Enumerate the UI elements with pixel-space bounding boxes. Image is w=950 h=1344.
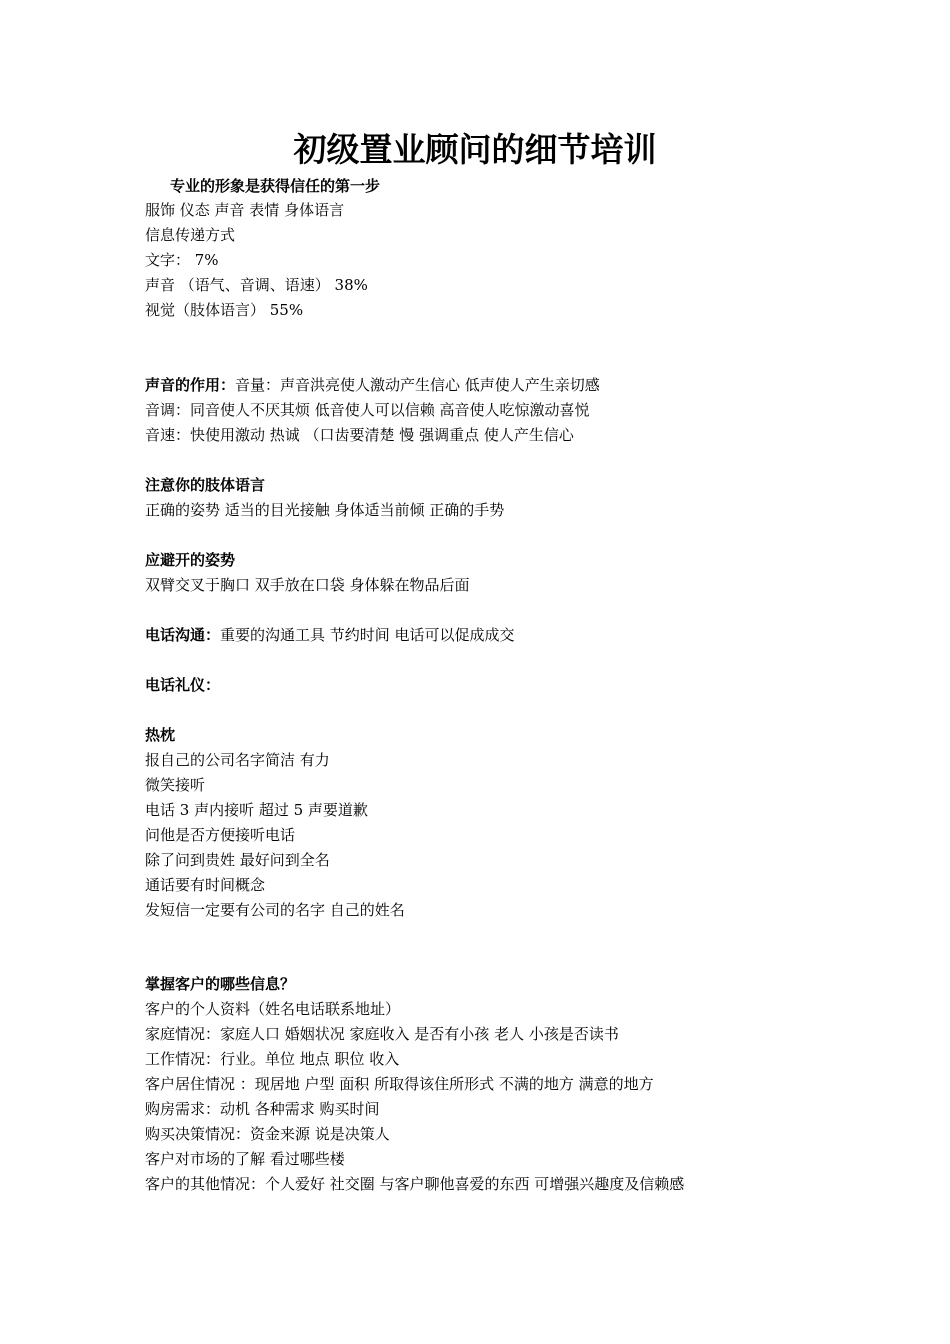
customer-info-item: 家庭情况：家庭人口 婚姻状况 家庭收入 是否有小孩 老人 小孩是否读书 [145,1025,619,1043]
customer-info-item: 客户的个人资料（姓名电话联系地址） [145,1000,401,1018]
phone-comm-line [145,625,515,645]
subtitle: 专业的形象是获得信任的第一步 [170,177,381,195]
customer-info-item: 客户对市场的了解 看过哪些楼 [145,1150,345,1168]
hotline-item: 报自己的公司名字简洁 有力 [145,751,330,769]
intro-line: 信息传递方式 [145,226,236,244]
customer-info-heading: 掌握客户的哪些信息？ [145,975,296,993]
hotline-item: 微笑接听 [145,776,206,794]
phone-comm-text: 重要的沟通工具 节约时间 电话可以促成成交 [220,626,515,644]
customer-info-item: 购买决策情况：资金来源 说是决策人 [145,1125,390,1143]
avoid-text: 双臂交叉于胸口 双手放在口袋 身体躲在物品后面 [145,576,470,594]
customer-info-item: 工作情况：行业。单位 地点 职位 收入 [145,1050,400,1068]
phone-comm-heading: 电话沟通： [145,626,221,644]
phone-etiquette-heading: 电话礼仪： [145,676,221,694]
voice-tone: 音调：同音使人不厌其烦 低音使人可以信赖 高音使人吃惊激动喜悦 [145,401,590,419]
hotline-item: 除了问到贵姓 最好问到全名 [145,851,330,869]
intro-line: 声音 （语气、音调、语速） 38% [145,276,368,294]
hotline-item: 发短信一定要有公司的名字 自己的姓名 [145,901,405,919]
hotline-item: 通话要有时间概念 [145,876,266,894]
customer-info-item: 购房需求：动机 各种需求 购买时间 [145,1100,380,1118]
avoid-heading: 应避开的姿势 [145,551,236,569]
intro-line: 视觉（肢体语言） 55% [145,301,304,319]
customer-info-item: 客户的其他情况：个人爱好 社交圈 与客户聊他喜爱的东西 可增强兴趣度及信赖感 [145,1175,685,1193]
voice-volume: 音量：声音洪亮使人激动产生信心 低声使人产生亲切感 [235,376,600,394]
body-language-text: 正确的姿势 适当的目光接触 身体适当前倾 正确的手势 [145,501,505,519]
intro-line: 文字： 7% [145,251,219,269]
hotline-item: 问他是否方便接听电话 [145,826,296,844]
intro-line: 服饰 仪态 声音 表情 身体语言 [145,201,345,219]
document-title: 初级置业顾问的细节培训 [293,130,657,169]
body-language-heading: 注意你的肢体语言 [145,476,266,494]
voice-section-line [145,375,600,395]
hotline-heading: 热枕 [145,726,176,744]
customer-info-item: 客户居住情况 ：现居地 户型 面积 所取得该住所形式 不满的地方 满意的地方 [145,1075,654,1093]
voice-heading: 声音的作用： [145,376,236,394]
hotline-item: 电话 3 声内接听 超过 5 声要道歉 [145,801,368,819]
voice-speed: 音速：快使用激动 热诚 （口齿要清楚 慢 强调重点 使人产生信心 [145,426,574,444]
